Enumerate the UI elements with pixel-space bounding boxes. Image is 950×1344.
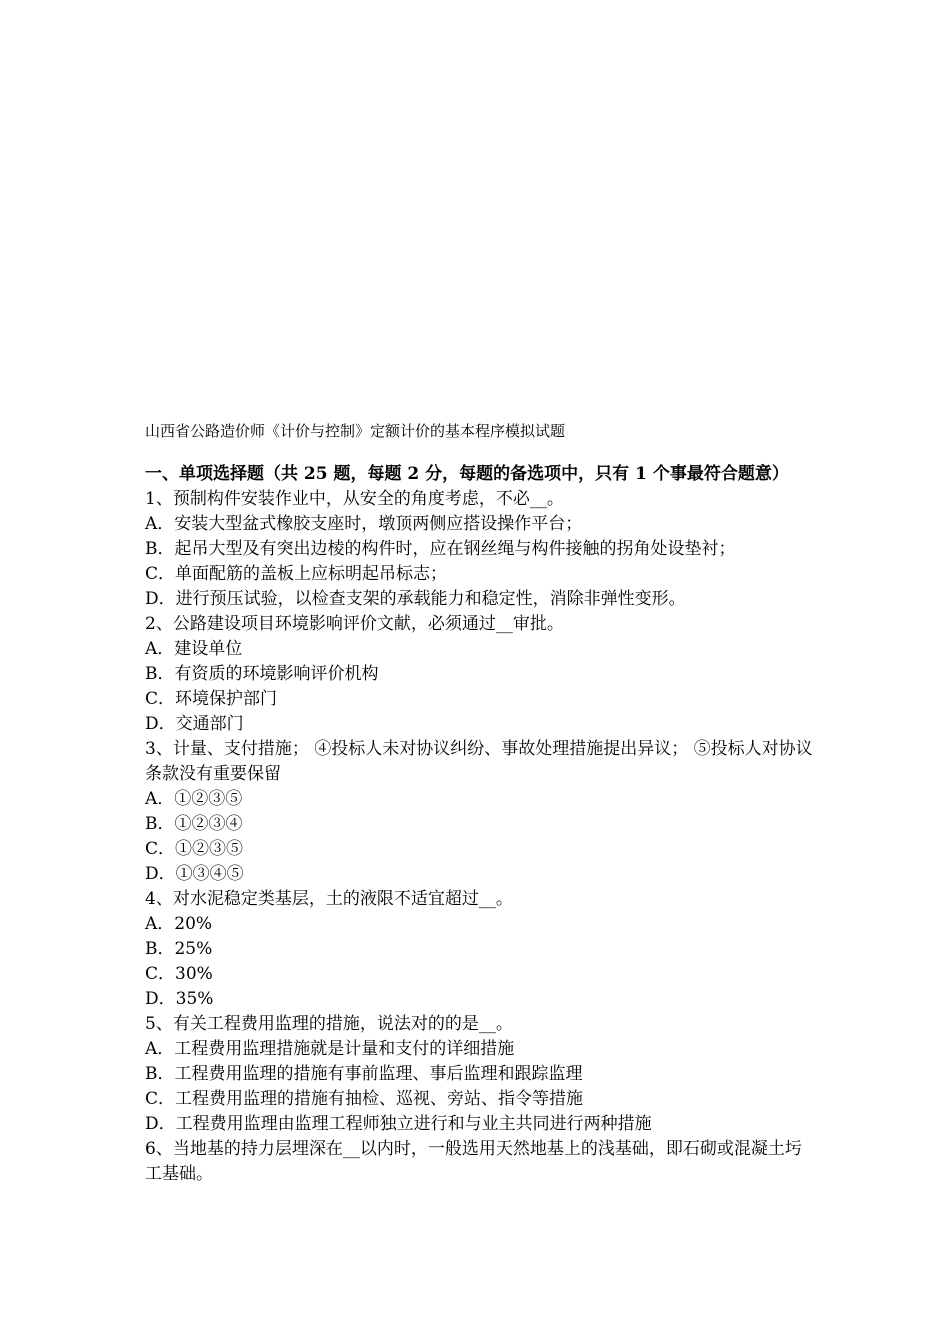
option-b: B．25% (145, 939, 213, 959)
option-d: D．进行预压试验，以检查支架的承载能力和稳定性，消除非弹性变形。 (145, 589, 686, 609)
option-a: A．工程费用监理措施就是计量和支付的详细措施 (145, 1039, 515, 1059)
option-d: D．交通部门 (145, 714, 244, 734)
section-heading: 一、单项选择题（共 25 题，每题 2 分，每题的备选项中，只有 1 个事最符合题意） (145, 464, 789, 484)
option-c: C．①②③⑤ (145, 839, 244, 859)
option-a: A．安装大型盆式橡胶支座时，墩顶两侧应搭设操作平台； (145, 514, 583, 534)
option-d: D．工程费用监理由监理工程师独立进行和与业主共同进行两种措施 (145, 1114, 652, 1134)
question-stem: 4、对水泥稳定类基层，土的液限不适宜超过__。 (145, 889, 513, 909)
question-2 (145, 612, 815, 737)
option-c: C．30% (145, 964, 213, 984)
option-c: C．单面配筋的盖板上应标明起吊标志； (145, 564, 448, 584)
question-stem: 6、当地基的持力层埋深在__以内时，一般选用天然地基上的浅基础，即石砌或混凝土圬工基础。 (145, 1139, 802, 1184)
option-b: B．工程费用监理的措施有事前监理、事后监理和跟踪监理 (145, 1064, 583, 1084)
question-stem: 5、有关工程费用监理的措施，说法对的的是__。 (145, 1014, 513, 1034)
option-c: C．环境保护部门 (145, 689, 278, 709)
question-stem: 2、公路建设项目环境影响评价文献，必须通过__审批。 (145, 614, 564, 634)
document-page (145, 420, 815, 1187)
option-c: C．工程费用监理的措施有抽检、巡视、旁站、指令等措施 (145, 1089, 584, 1109)
option-b: B．①②③④ (145, 814, 243, 834)
question-stem: 1、预制构件安装作业中，从安全的角度考虑，不必__。 (145, 489, 564, 509)
question-stem: 3、计量、支付措施； ④投标人未对协议纠纷、事故处理措施提出异议； ⑤投标人对协议条款没有重要保留 (145, 739, 813, 784)
option-a: A．①②③⑤ (145, 789, 243, 809)
question-6 (145, 1137, 815, 1187)
option-b: B．起吊大型及有突出边棱的构件时，应在钢丝绳与构件接触的拐角处设垫衬； (145, 539, 736, 559)
question-3 (145, 737, 815, 887)
option-d: D．①③④⑤ (145, 864, 244, 884)
option-b: B．有资质的环境影响评价机构 (145, 664, 379, 684)
option-d: D．35% (145, 989, 214, 1009)
question-1 (145, 487, 815, 612)
option-a: A．建设单位 (145, 639, 243, 659)
question-4 (145, 887, 815, 1012)
option-a: A．20% (145, 914, 213, 934)
question-5 (145, 1012, 815, 1137)
document-title: 山西省公路造价师《计价与控制》定额计价的基本程序模拟试题 (145, 422, 566, 440)
